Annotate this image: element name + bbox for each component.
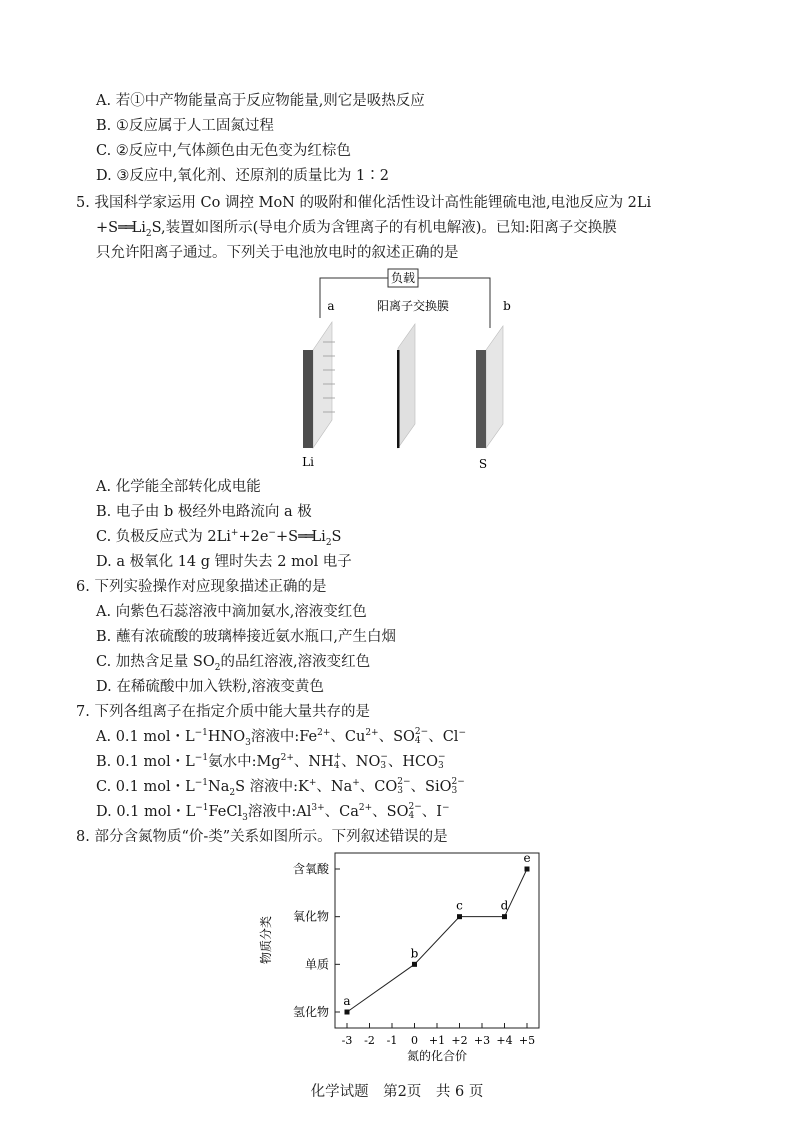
q8-stem: 8. 部分含氮物质“价-类”关系如图所示。下列叙述错误的是: [76, 829, 448, 845]
label-li: Li: [302, 455, 314, 469]
q6-option-d: D. 在稀硫酸中加入铁粉,溶液变黄色: [96, 679, 324, 695]
q5-stem-line2: $+S══Li_2S$,装置如图所示(导电介质为含锂离子的有机电解液)。已知:阳离子交换膜: [96, 220, 617, 239]
q7-stem: 7. 下列各组离子在指定介质中能大量共存的是: [76, 704, 370, 720]
q5-option-a: A. 化学能全部转化成电能: [96, 479, 261, 495]
x-tick-label: +4: [496, 1034, 513, 1047]
load-label: 负载: [390, 271, 416, 285]
data-point-e: [525, 867, 530, 872]
data-point-b: [412, 962, 417, 967]
point-label-d: d: [500, 898, 509, 913]
x-tick-label: +2: [451, 1034, 468, 1047]
valence-class-chart: [250, 848, 560, 1070]
q6-option-a: A. 向紫色石蕊溶液中滴加氨水,溶液变红色: [96, 604, 367, 620]
series-line: [347, 869, 527, 1012]
q7-option-d: D. 0.1 mol・$L^{-1}FeCl_3$溶液中$:Al^{3+}$、$Ca^{2+}$、SO 2− 4 、I−: [96, 802, 450, 823]
x-tick-label: -2: [364, 1034, 375, 1047]
x-tick-label: -1: [386, 1034, 398, 1047]
label-a: a: [327, 299, 335, 313]
q6-option-b: B. 蘸有浓硫酸的玻璃棒接近氨水瓶口,产生白烟: [96, 629, 396, 645]
data-point-d: [502, 914, 507, 919]
x-tick-label: -3: [341, 1034, 353, 1047]
page-footer: 化学试题 第2页 共 6 页: [310, 1084, 484, 1100]
x-axis-label: 氮的化合价: [406, 1049, 468, 1063]
q7-option-c: C. 0.1 mol・$L^{-1}Na_2S$ 溶液中:K+、Na+、CO 2− 3 、SiO 2− 3: [96, 777, 465, 798]
q5-stem-line1: 5. 我国科学家运用 Co 调控 MoN 的吸附和催化活性设计高性能锂硫电池,电池反应为 2Li: [76, 195, 652, 211]
y-tick-label: 氧化物: [292, 909, 329, 924]
membrane-label: 阳离子交换膜: [376, 299, 450, 313]
prev-option-a: A. 若①中产物能量高于反应物能量,则它是吸热反应: [96, 93, 425, 109]
battery-diagram: [290, 266, 530, 476]
y-axis-label: 物质分类: [259, 915, 273, 965]
y-tick-label: 含氧酸: [292, 862, 329, 876]
prev-option-c: C. ②反应中,气体颜色由无色变为红棕色: [96, 143, 351, 159]
label-b: b: [503, 299, 511, 313]
data-point-a: [345, 1010, 350, 1015]
point-label-c: c: [456, 898, 463, 913]
point-label-e: e: [523, 851, 531, 865]
q5-option-d: D. a 极氧化 14 g 锂时失去 2 mol 电子: [96, 554, 352, 570]
q6-option-c: C. 加热含足量 $SO_2$的品红溶液,溶液变红色: [96, 654, 371, 673]
q5-option-c: C. 负极反应式为 $2Li^++2e^-+S══Li_2S$: [96, 528, 342, 548]
y-tick-label: 氢化物: [292, 1005, 329, 1019]
point-label-b: b: [410, 946, 419, 961]
y-tick-label: 单质: [304, 957, 329, 972]
point-label-a: a: [343, 994, 351, 1008]
prev-option-b: B. ①反应属于人工固氮过程: [96, 118, 274, 134]
q6-stem: 6. 下列实验操作对应现象描述正确的是: [76, 579, 327, 595]
x-tick-label: +1: [428, 1034, 446, 1047]
prev-option-d: D. ③反应中,氧化剂、还原剂的质量比为 1∶2: [96, 168, 389, 184]
q7-option-a: A. 0.1 mol・$L^{-1}HNO_3$溶液中$:Fe^{2+}$、$Cu^{2+}$、SO 2− 4 、Cl−: [96, 727, 466, 748]
q5-option-b: B. 电子由 b 极经外电路流向 a 极: [96, 504, 312, 520]
q7-option-b: B. 0.1 mol・$L^{-1}$氨水中$:Mg^{2+}$、NH + 4 、NO − 3 、HCO − 3: [96, 752, 446, 771]
x-tick-label: +5: [518, 1034, 536, 1047]
label-s: S: [478, 457, 488, 471]
data-point-c: [457, 914, 462, 919]
x-tick-label: +3: [473, 1034, 491, 1047]
q5-stem-line3: 只允许阳离子通过。下列关于电池放电时的叙述正确的是: [96, 245, 459, 261]
x-tick-label: 0: [411, 1034, 418, 1047]
